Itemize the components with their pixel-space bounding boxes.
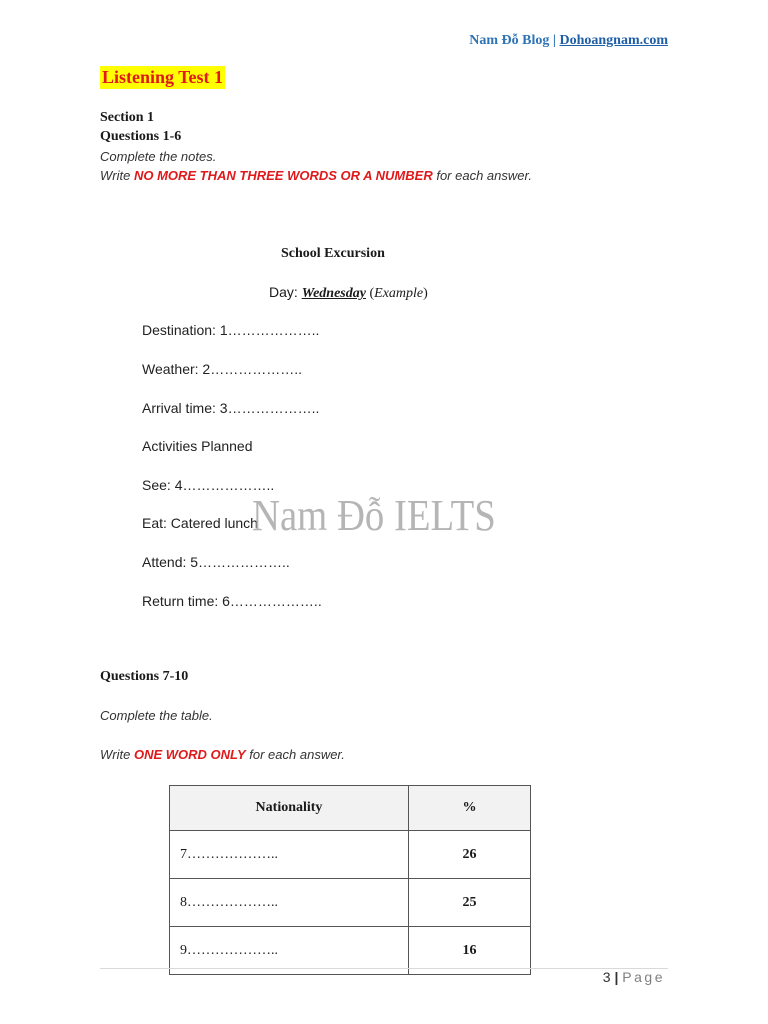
percent-value: 26 — [409, 831, 531, 879]
word-limit-emphasis: NO MORE THAN THREE WORDS OR A NUMBER — [133, 168, 433, 183]
instruction-complete-table: Complete the table. — [100, 708, 213, 723]
page-number: 3 — [602, 969, 611, 985]
day-value: Wednesday — [301, 286, 366, 301]
note-see: See: 4……………….. — [142, 477, 275, 493]
instruction-prefix: Write — [100, 168, 134, 183]
website-link[interactable]: Dohoangnam.com — [559, 33, 668, 48]
one-word-emphasis: ONE WORD ONLY — [133, 747, 246, 762]
note-attend: Attend: 5……………….. — [142, 554, 290, 570]
header-nationality: Nationality — [170, 786, 409, 831]
day-label: Day: — [269, 284, 302, 300]
watermark: Nam Đỗ IELTS — [252, 491, 496, 540]
page-header — [469, 33, 668, 49]
instruction-suffix: for each answer. — [432, 168, 532, 183]
table-header-row — [170, 786, 531, 831]
day-line: Day: Wednesday (Example) — [269, 284, 428, 301]
instruction-one-word — [100, 747, 345, 762]
header-percent: % — [409, 786, 531, 831]
note-activities-heading: Activities Planned — [142, 438, 253, 454]
note-destination: Destination: 1……………….. — [142, 322, 320, 338]
page-footer — [603, 969, 665, 985]
instruction-suffix: for each answer. — [245, 747, 345, 762]
nationality-table — [169, 785, 531, 975]
header-separator: | — [549, 33, 560, 48]
percent-value: 16 — [409, 927, 531, 975]
instruction-word-limit — [100, 168, 532, 183]
notes-title: School Excursion — [281, 246, 385, 261]
questions-1-6-heading: Questions 1-6 — [100, 129, 182, 144]
note-return-time: Return time: 6……………….. — [142, 593, 322, 609]
table-row — [170, 879, 531, 927]
blog-name: Nam Đỗ Blog — [469, 33, 550, 48]
test-title: Listening Test 1 — [102, 67, 224, 87]
answer-blank-8: 8……………….. — [170, 879, 409, 927]
note-arrival-time: Arrival time: 3……………….. — [142, 400, 320, 416]
footer-separator: | — [610, 969, 623, 985]
instruction-prefix: Write — [100, 747, 134, 762]
answer-blank-9: 9……………….. — [170, 927, 409, 975]
percent-value: 25 — [409, 879, 531, 927]
answer-blank-7: 7……………….. — [170, 831, 409, 879]
table-row — [170, 831, 531, 879]
note-weather: Weather: 2……………….. — [142, 361, 303, 377]
questions-7-10-heading: Questions 7-10 — [100, 669, 189, 684]
page-word: Page — [622, 969, 665, 985]
section-heading: Section 1 — [100, 110, 155, 125]
note-eat: Eat: Catered lunch — [142, 515, 258, 531]
footer-divider — [100, 968, 668, 969]
instruction-complete-notes: Complete the notes. — [100, 149, 217, 164]
day-example-label: Example — [374, 286, 424, 301]
